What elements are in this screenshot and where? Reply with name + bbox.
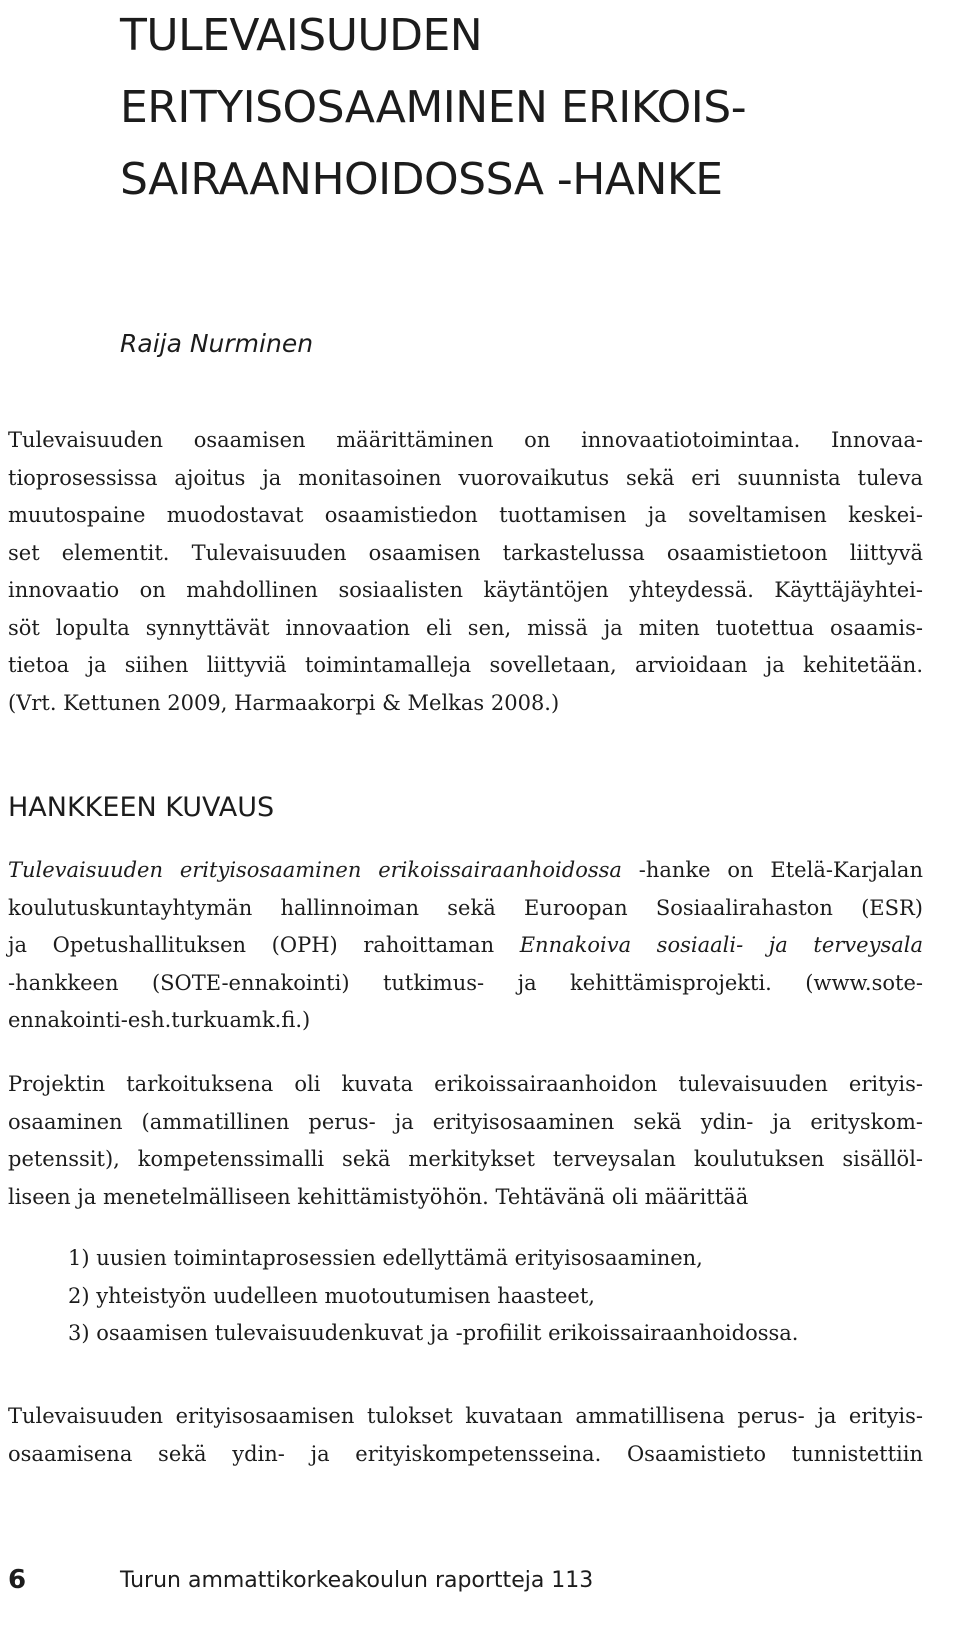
- list-item: 3) osaamisen tulevaisuudenkuvat ja -profiilit erikoissairaanhoidossa.: [68, 1321, 799, 1345]
- text-line: Tulevaisuuden osaamisen määrittäminen on innovaatiotoimintaa. Innovaa-: [8, 428, 923, 452]
- text-fragment: ja Opetushallituksen (OPH) rahoittaman: [8, 933, 520, 957]
- text-fragment: -hanke on Etelä-Karjalan: [621, 858, 923, 882]
- text-line: koulutuskuntayhtymän hallinnoiman sekä Euroopan Sosiaalirahaston (ESR): [8, 895, 923, 920]
- section-heading: HANKKEEN KUVAUS: [8, 792, 275, 823]
- project-name-italic: Tulevaisuuden erityisosaaminen erikoissairaanhoidossa: [8, 858, 622, 882]
- task-list: [68, 1240, 798, 1353]
- publication-title: Turun ammattikorkeakoulun raportteja 113: [120, 1568, 594, 1593]
- text-line: muutospaine muodostavat osaamistiedon tuottamisen ja soveltamisen keskei-: [8, 503, 923, 527]
- results-paragraph: [8, 1398, 923, 1473]
- page-footer: [0, 1562, 960, 1602]
- title-line: ERITYISOSAAMINEN ERIKOIS-: [120, 82, 747, 133]
- text-line: ennakointi-esh.turkuamk.fi.): [8, 1008, 311, 1032]
- intro-paragraph: [8, 422, 923, 722]
- text-line: [8, 927, 923, 965]
- list-item: 2) yhteistyön uudelleen muotoutumisen haasteet,: [68, 1283, 595, 1308]
- list-item: 1) uusien toimintaprosessien edellyttämä erityisosaaminen,: [68, 1246, 703, 1270]
- title-line: TULEVAISUUDEN: [120, 10, 483, 61]
- text-line: Projektin tarkoituksena oli kuvata erikoissairaanhoidon tulevaisuuden erityis-: [8, 1072, 923, 1096]
- text-line: liseen ja menetelmälliseen kehittämistyöhön. Tehtävänä oli määrittää: [8, 1184, 749, 1209]
- program-name-italic: Ennakoiva sosiaali- ja terveysala: [519, 933, 923, 957]
- article-title: [120, 0, 920, 216]
- text-line: [8, 852, 923, 890]
- title-line: SAIRAANHOIDOSSA -HANKE: [120, 154, 723, 205]
- text-line: Tulevaisuuden erityisosaamisen tulokset kuvataan ammatillisena perus- ja erityis-: [8, 1404, 923, 1428]
- text-line: petenssit), kompetenssimalli sekä merkitykset terveysalan koulutuksen sisällöl-: [8, 1147, 923, 1171]
- text-line: innovaatio on mahdollinen sosiaalisten käytäntöjen yhteydessä. Käyttäjäyhtei-: [8, 578, 923, 602]
- project-purpose-paragraph: [8, 1066, 923, 1216]
- text-line: set elementit. Tulevaisuuden osaamisen tarkastelussa osaamistietoon liittyvä: [8, 540, 923, 565]
- project-description-paragraph: [8, 852, 923, 1040]
- text-line: -hankkeen (SOTE-ennakointi) tutkimus- ja kehittämisprojekti. (www.sote-: [8, 970, 923, 995]
- author-name: Raija Nurminen: [120, 329, 314, 358]
- text-line: tietoa ja siihen liittyviä toimintamalleja sovelletaan, arvioidaan ja kehitetään.: [8, 653, 923, 677]
- text-line: söt lopulta synnyttävät innovaation eli sen, missä ja miten tuotettua osaamis-: [8, 615, 923, 640]
- text-line: (Vrt. Kettunen 2009, Harmaakorpi & Melkas 2008.): [8, 690, 560, 715]
- page-number: 6: [8, 1565, 27, 1595]
- text-line: osaaminen (ammatillinen perus- ja erityisosaaminen sekä ydin- ja erityskom-: [8, 1109, 923, 1134]
- text-line: osaamisena sekä ydin- ja erityiskompetensseina. Osaamistieto tunnistettiin: [8, 1441, 923, 1466]
- text-line: tioprosessissa ajoitus ja monitasoinen vuorovaikutus sekä eri suunnista tuleva: [8, 465, 923, 490]
